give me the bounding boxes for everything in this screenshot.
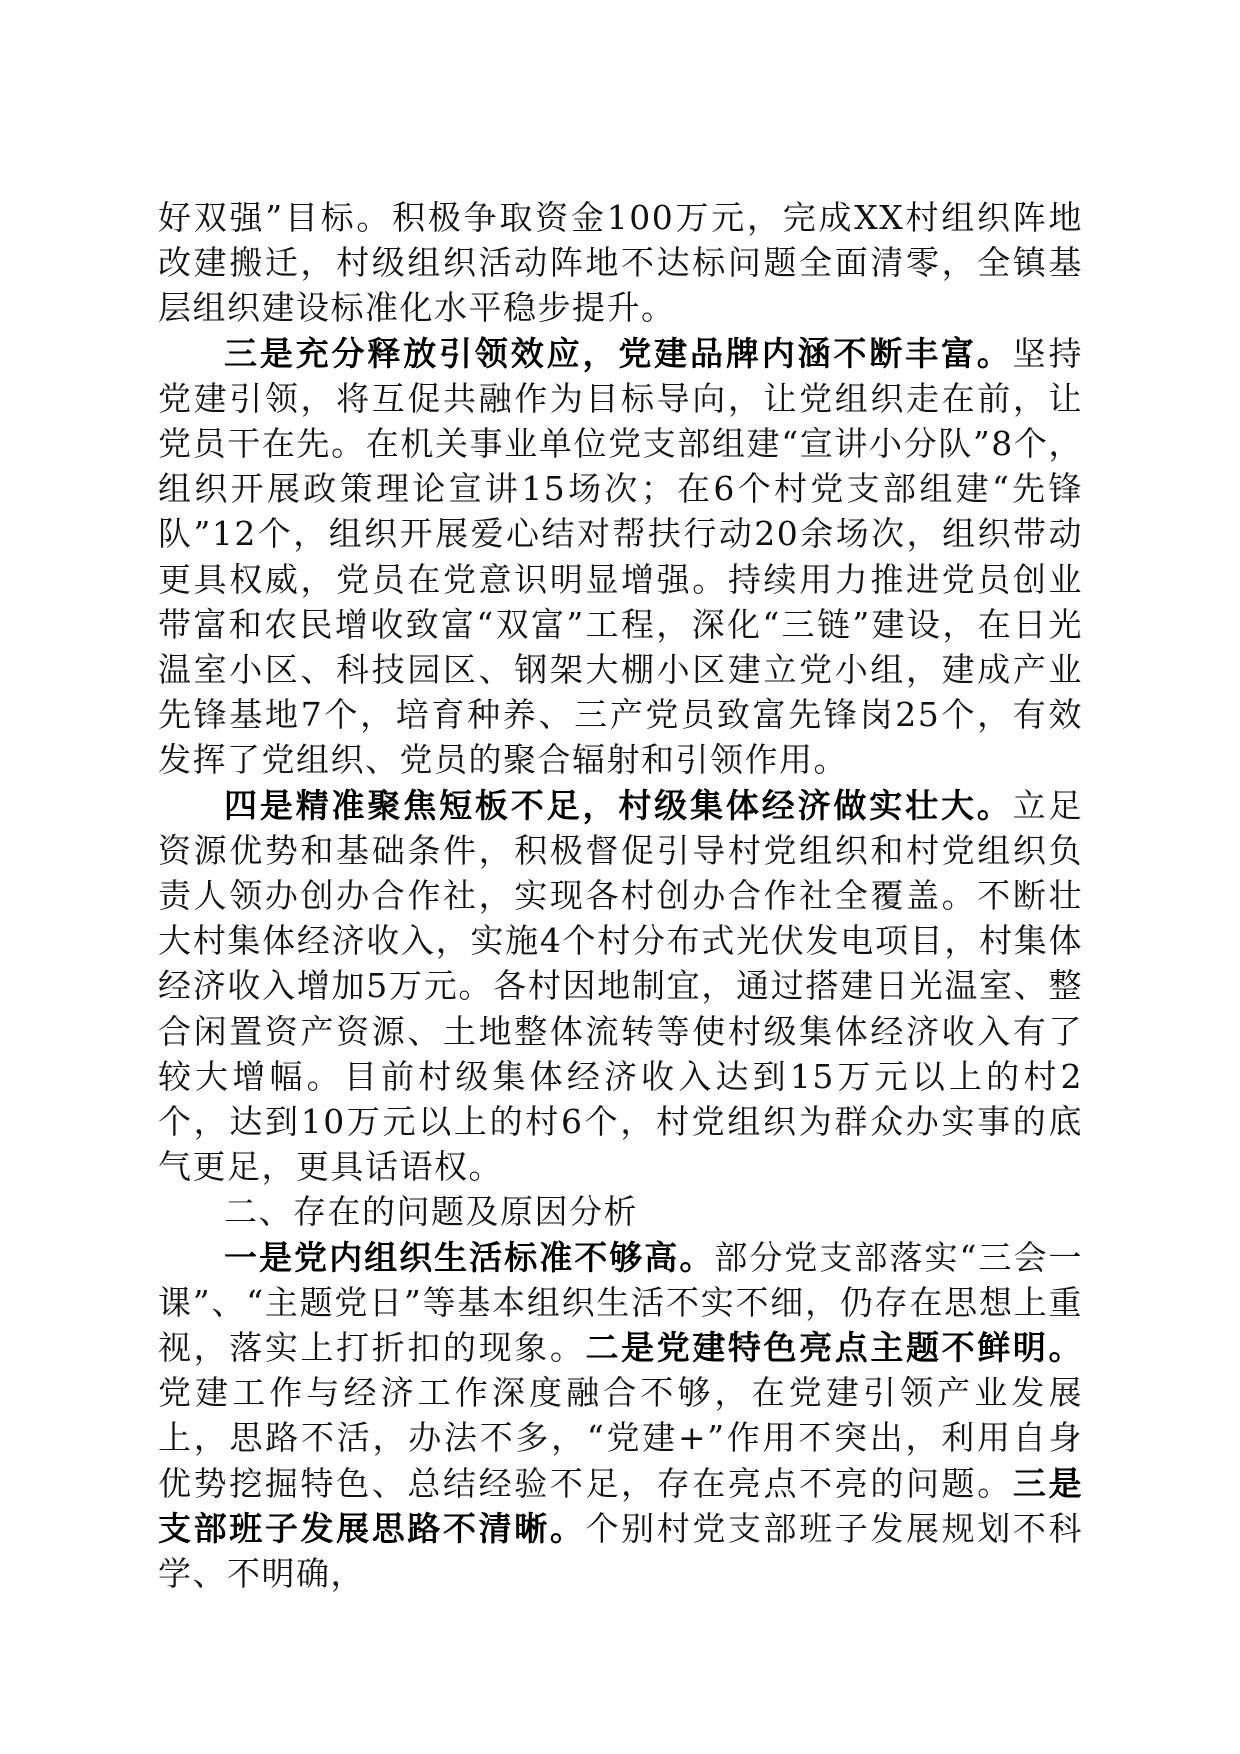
paragraph-4-lead-1: 一是党内组织生活标准不够高。 bbox=[224, 1237, 715, 1277]
paragraph-4-lead-2: 二是党建特色亮点主题不鲜明。 bbox=[585, 1328, 1084, 1368]
paragraph-2-lead: 三是充分释放引领效应，党建品牌内涵不断丰富。 bbox=[224, 333, 1013, 373]
document-page bbox=[158, 195, 1083, 1596]
paragraph-1-text: 好双强”目标。积极争取资金100万元，完成XX村组织阵地改建搬迁，村级组织活动阵地不达标问题全面清零，全镇基层组织建设标准化水平稳步提升。 bbox=[158, 198, 1083, 328]
paragraph-4-text-1: 部分党支部落实“三会一课”、“主题党日”等基本组织生活不实不细，仍存在思想上重视，落实上打折扣的现象。 bbox=[158, 1237, 1084, 1368]
paragraph-3 bbox=[158, 783, 1083, 1190]
paragraph-2-text: 坚持党建引领，将互促共融作为目标导向，让党组织走在前，让党员干在先。在机关事业单位党支部组建“宣讲小分队”8个，组织开展政策理论宣讲15场次；在6个村党支部组建“先锋队”12个，组织开展爱心结对帮扶行动20余场次，组织带动更具权威，党员在党意识明显增强。持续用力推进党员创业带富和农民增收致富“双富”工程，深化“三链”建设，在日光温室小区、科技园区、钢架大棚小区建立党小组，建成产业先锋基地7个，培育种养、三产党员致富先锋岗25个，有效发挥了党组织、党员的聚合辐射和引领作用。 bbox=[158, 333, 1084, 780]
paragraph-3-text: 立足资源优势和基础条件，积极督促引导村党组织和村党组织负责人领办创办合作社，实现各村创办合作社全覆盖。不断壮大村集体经济收入，实施4个村分布式光伏发电项目，村集体经济收入增加5万元。各村因地制宜，通过搭建日光温室、整合闲置资产资源、土地整体流转等使村级集体经济收入有了较大增幅。目前村级集体经济收入达到15万元以上的村2个，达到10万元以上的村6个，村党组织为群众办实事的底气更足，更具话语权。 bbox=[158, 785, 1084, 1187]
section-heading: 二、存在的问题及原因分析 bbox=[224, 1192, 638, 1232]
paragraph-3-lead: 四是精准聚焦短板不足，村级集体经济做实壮大。 bbox=[224, 785, 1013, 825]
paragraph-4-text-3: 个别村党支部班子发展规划不科学、不明确， bbox=[158, 1508, 1084, 1594]
paragraph-2 bbox=[158, 331, 1083, 783]
paragraph-4-text-2: 党建工作与经济工作深度融合不够，在党建引领产业发展上，思路不活，办法不多，“党建+”作用不突出，利用自身优势挖掘特色、总结经验不足，存在亮点不亮的问题。 bbox=[158, 1373, 1083, 1503]
paragraph-4-lead-3: 三是支部班子发展思路不清晰。 bbox=[158, 1463, 1084, 1548]
paragraph-1 bbox=[158, 195, 1083, 331]
paragraph-4 bbox=[158, 1235, 1083, 1597]
